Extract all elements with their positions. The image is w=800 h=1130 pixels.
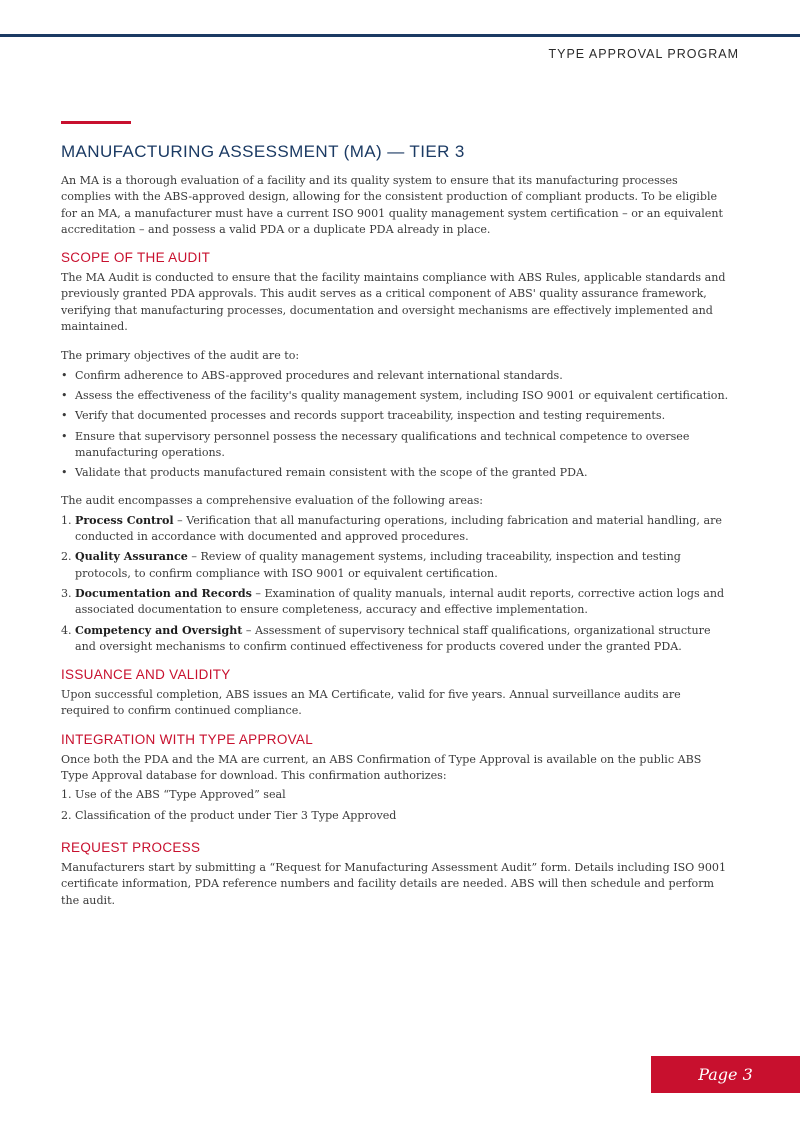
accent-rule bbox=[61, 121, 131, 124]
list-item: 1. Process Control – Verification that all manufacturing operations, including fabrication and material handling, are conducted in accordance with documented and approved procedures. bbox=[61, 513, 722, 544]
integration-heading: INTEGRATION WITH TYPE APPROVAL bbox=[61, 731, 314, 747]
program-label: TYPE APPROVAL PROGRAM bbox=[548, 47, 739, 61]
list-item: 4. Competency and Oversight – Assessment of supervisory technical staff qualifications, organizational structure and oversight mechanisms to confirm continued effectiveness for products covered under the granted PDA. bbox=[61, 623, 711, 653]
header-rule bbox=[0, 34, 800, 37]
bullet-marker: • bbox=[61, 388, 68, 402]
objectives-intro: The primary objectives of the audit are to: bbox=[61, 349, 300, 363]
list-item: 2. Classification of the product under Tier 3 Type Approved bbox=[61, 808, 397, 822]
integration-list bbox=[61, 787, 731, 824]
integration-paragraph: Once both the PDA and the MA are current, an ABS Confirmation of Type Approval is available on the public ABS Type Approval database for download. This confirmation authorizes: bbox=[61, 752, 702, 783]
list-item: • Ensure that supervisory personnel possess the necessary qualifications and technical competence to oversee manufacturing operations. bbox=[61, 429, 690, 459]
list-item: 1. Use of the ABS “Type Approved” seal bbox=[61, 788, 286, 802]
page-number-badge: Page 3 bbox=[651, 1056, 800, 1093]
bullet-marker: • bbox=[61, 368, 68, 382]
bullet-marker: • bbox=[61, 466, 68, 480]
issuance-paragraph: Upon successful completion, ABS issues an MA Certificate, valid for five years. Annual surveillance audits are required to confirm continued compliance. bbox=[61, 688, 681, 718]
request-paragraph: Manufacturers start by submitting a “Request for Manufacturing Assessment Audit” form. Details including ISO 9001 certificate information, PDA reference numbers and facility details are needed. ABS will then schedule and perform the audit. bbox=[61, 860, 727, 907]
list-item: 3. Documentation and Records – Examination of quality manuals, internal audit reports, corrective action logs and associated documentation to ensure completeness, accuracy and effective implementation. bbox=[61, 586, 725, 617]
list-item: 2. Quality Assurance – Review of quality management systems, including traceability, inspection and testing protocols, to confirm compliance with ISO 9001 or equivalent certification. bbox=[61, 550, 681, 580]
bullet-marker: • bbox=[61, 409, 68, 423]
list-item: • Validate that products manufactured remain consistent with the scope of the granted PDA. bbox=[61, 465, 731, 481]
list-item: • Verify that documented processes and records support traceability, inspection and testing requirements. bbox=[61, 408, 731, 424]
page-title: MANUFACTURING ASSESSMENT (MA) — TIER 3 bbox=[61, 142, 465, 161]
list-item: • Confirm adherence to ABS-approved procedures and relevant international standards. bbox=[61, 368, 731, 384]
objectives-list bbox=[61, 368, 731, 482]
main-content bbox=[61, 142, 731, 918]
scope-paragraph: The MA Audit is conducted to ensure that the facility maintains compliance with ABS Rules, applicable standards and previously granted PDA approvals. This audit serves as a critical component of ABS' quality assurance framework, verifying that manufacturing processes, documentation and oversight mechanisms are effectively implemented and maintained. bbox=[61, 271, 726, 334]
issuance-heading: ISSUANCE AND VALIDITY bbox=[61, 667, 231, 683]
list-item: • Assess the effectiveness of the facility's quality management system, including ISO 9001 or equivalent certification. bbox=[61, 388, 731, 404]
intro-paragraph: An MA is a thorough evaluation of a facility and its quality system to ensure that its manufacturing processes complies with the ABS-approved design, allowing for the consistent production of compliant products. To be eligible for an MA, a manufacturer must have a current ISO 9001 quality management system certification – or an equivalent accreditation – and possess a valid PDA or a duplicate PDA already in place. bbox=[61, 174, 723, 236]
scope-heading: SCOPE OF THE AUDIT bbox=[61, 250, 211, 266]
request-heading: REQUEST PROCESS bbox=[61, 839, 201, 855]
bullet-marker: • bbox=[61, 429, 68, 443]
areas-intro: The audit encompasses a comprehensive evaluation of the following areas: bbox=[61, 494, 484, 508]
areas-list bbox=[61, 513, 731, 655]
